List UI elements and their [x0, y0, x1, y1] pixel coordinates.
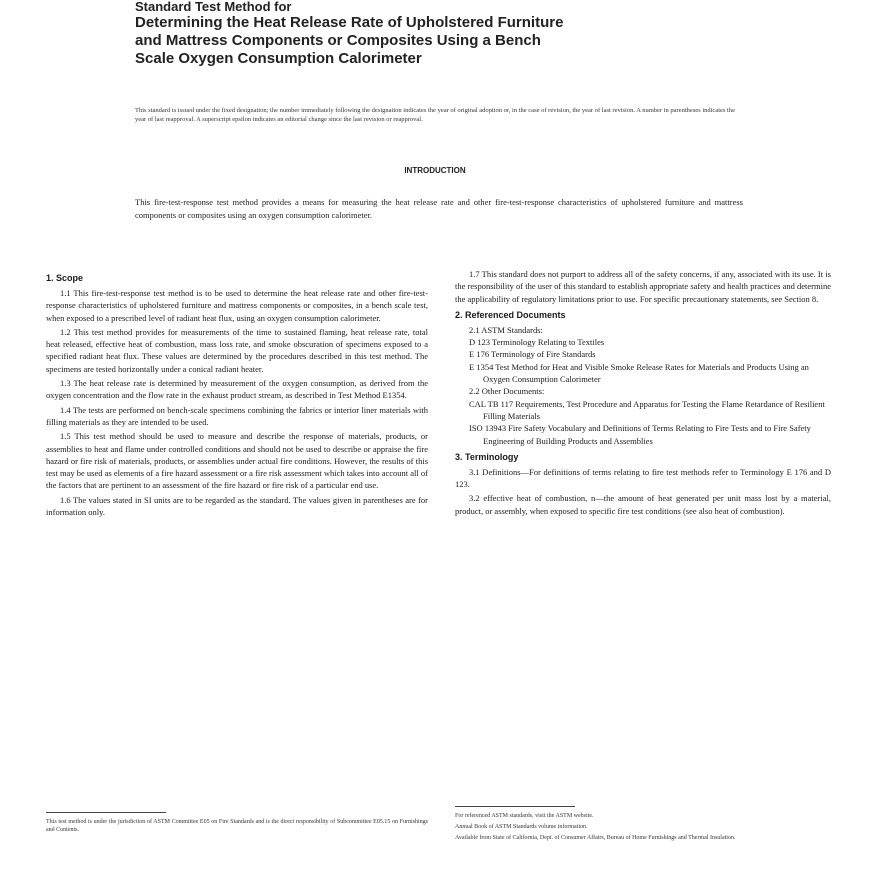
footnote-rule-right	[455, 806, 575, 807]
paragraph: 1.1 This fire-test-response test method is to be used to determine the heat release rate and other fire-test-response characteristics of upholstered furniture and mattress components or composites, in a bench scale test, when exposed to a prescribed level of radiant heat flux, using an oxygen consumption calorimeter.	[46, 288, 428, 323]
paragraph: 1.6 The values stated in SI units are to be regarded as the standard. The values given in parentheses are for information only.	[46, 494, 428, 518]
footnote-rule-left	[46, 812, 166, 813]
reference-item: E 176 Terminology of Fire Standards	[469, 349, 596, 360]
paragraph: 1.3 The heat release rate is determined by measurement of the oxygen consumption, as derived from the oxygen concentration and the flow rate in the exhaust product stream, as described in Test Method E1354.	[46, 378, 428, 401]
right-column	[455, 268, 831, 519]
designation-note: This standard is issued under the fixed designation; the number immediately following the designation indicates the year of original adoption or, in the case of revision, the year of last revision. A number in parentheses indicates the year of last reapproval. A superscript epsilon indicates an editorial change since the last revision or reapproval.	[135, 107, 735, 123]
paragraph: 1.5 This test method should be used to measure and describe the response of materials, products, or assemblies to heat and flame under controlled conditions and should not be used to describe or appraise the fire hazard or fire risk of materials, products, or assemblies under actual fire conditions. However, the results of this test may be used as elements of a fire hazard assessment or a fire risk assessment which takes into account all of the factors that are pertinent to an assessment of the fire hazard or fire risk of a particular end use.	[46, 431, 428, 491]
paragraph: 1.2 This test method provides for measurements of the time to sustained flaming, heat release rate, total heat released, effective heat of combustion, mass loss rate, and smoke obscuration of specimens exposed to a specified radiant heat flux. These values are determined by the procedures described in this test method. The specimens are tested horizontally under a conical radiant heater.	[46, 326, 428, 374]
footnote-right-2: Annual Book of ASTM Standards volume information.	[455, 824, 588, 830]
title-line-4: Scale Oxygen Consumption Calorimeter	[135, 50, 422, 67]
paragraph: 1.7 This standard does not purport to address all of the safety concerns, if any, associated with its use. It is the responsibility of the user of this standard to establish appropriate safety and health practices and determine the applicability of regulatory limitations prior to use. For specific precautionary statements, see Section 8.	[455, 269, 831, 304]
reference-item: ISO 13943 Fire Safety Vocabulary and Definitions of Terms Relating to Fire Tests and to Fire Safety Engineering of Building Products and Assemblies	[469, 423, 811, 446]
left-column	[46, 268, 428, 520]
paragraph: 3.2 effective heat of combustion, n—the amount of heat generated per unit mass lost by a material, product, or assembly, when exposed to specific fire test conditions (see also heat of combustion).	[455, 493, 831, 516]
footnote-right-1: For referenced ASTM standards, visit the ASTM website.	[455, 813, 594, 819]
reference-item: CAL TB 117 Requirements, Test Procedure and Apparatus for Testing the Flame Retardance of Resilient Filling Materials	[469, 398, 825, 421]
title-line-2: Determining the Heat Release Rate of Upholstered Furniture	[135, 14, 564, 31]
paragraph: 1.4 The tests are performed on bench-scale specimens combining the fabrics or interior liner materials with filling materials as they are intended to be used.	[46, 404, 428, 427]
reference-item: E 1354 Test Method for Heat and Visible Smoke Release Rates for Materials and Products Using an Oxygen Consumption Calorimeter	[469, 361, 809, 385]
reference-item: 2.2 Other Documents:	[469, 386, 545, 397]
reference-item: 2.1 ASTM Standards:	[469, 324, 543, 335]
document-title	[135, 0, 735, 68]
section-heading: 3. Terminology	[455, 451, 519, 462]
footnote-left: This test method is under the jurisdiction of ASTM Committee E05 on Fire Standards and is the direct responsibility of Subcommittee E05.15 on Furnishings and Contents.	[46, 819, 428, 833]
reference-item: D 123 Terminology Relating to Textiles	[469, 337, 605, 348]
title-line-1: Standard Test Method for	[135, 0, 292, 14]
section-heading: 1. Scope	[46, 273, 84, 283]
footnote-right-3: Available from State of California, Dept. of Consumer Affairs, Bureau of Home Furnishings and Thermal Insulation.	[455, 835, 736, 841]
paragraph: 3.1 Definitions—For definitions of terms relating to fire test methods refer to Terminology E 176 and D 123.	[455, 466, 831, 490]
section-heading: 2. Referenced Documents	[455, 309, 566, 320]
introduction-text: This fire-test-response test method provides a means for measuring the heat release rate and other fire-test-response characteristics of upholstered furniture and mattress components or composites using an oxygen consumption calorimeter.	[135, 197, 743, 220]
introduction-heading: INTRODUCTION	[404, 166, 466, 175]
title-line-3: and Mattress Components or Composites Using a Bench	[135, 32, 541, 49]
